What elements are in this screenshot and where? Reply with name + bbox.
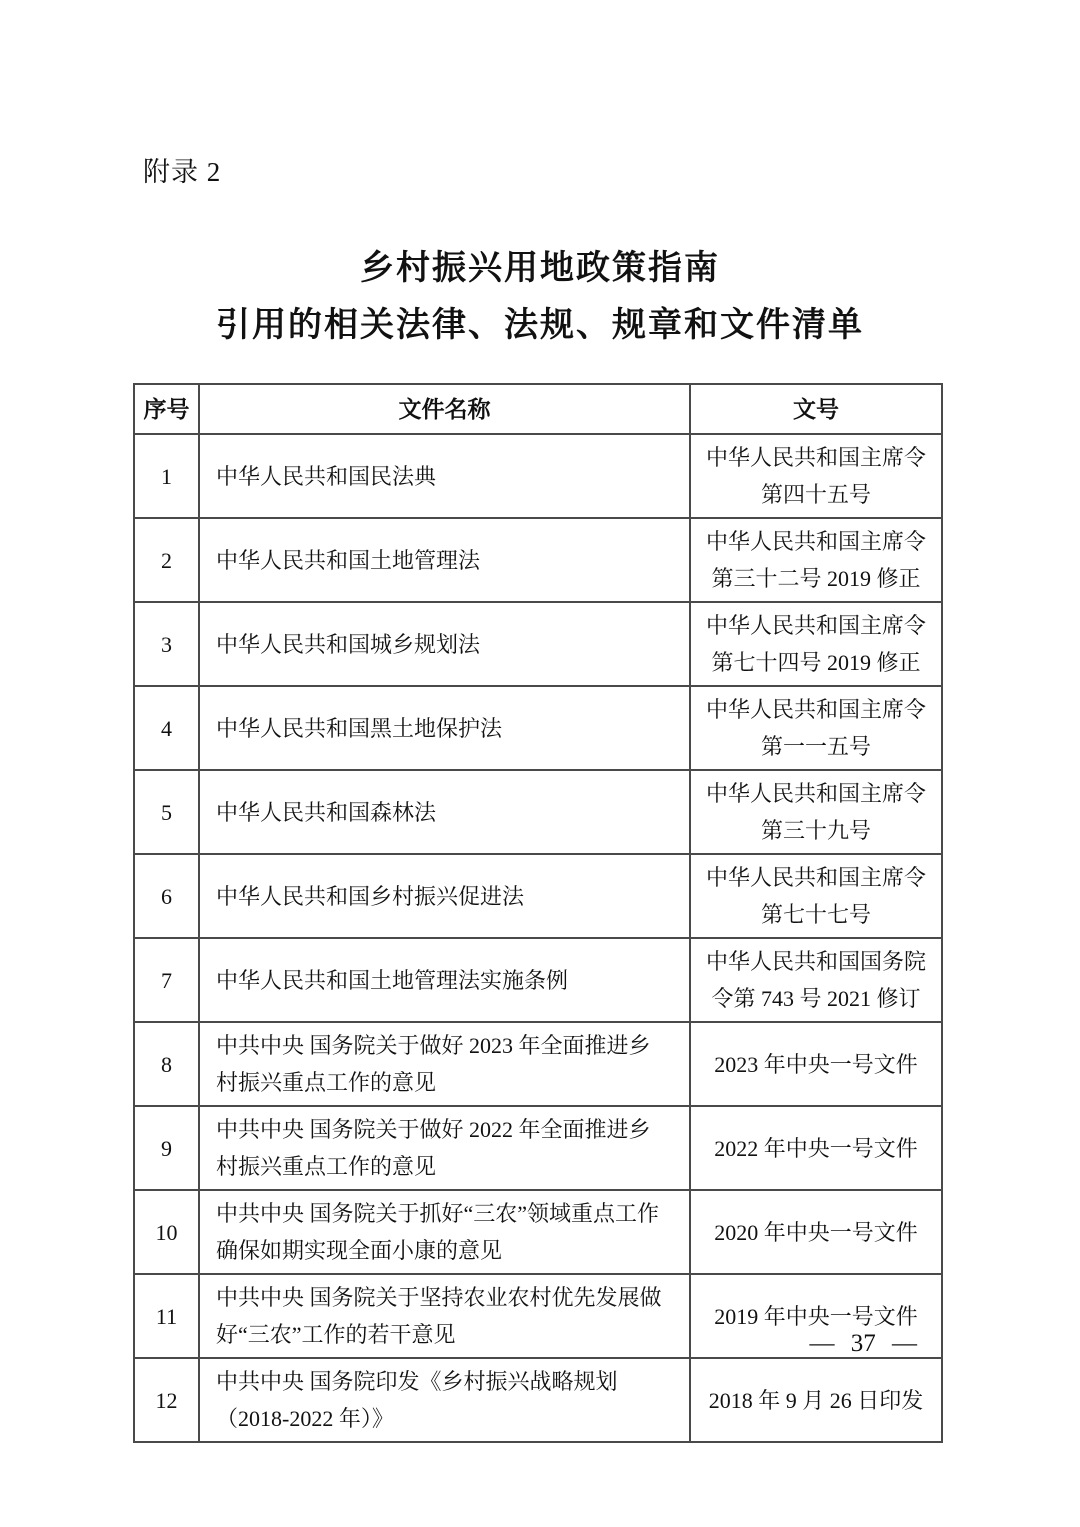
document-number-cell: 2022 年中央一号文件 (690, 1106, 942, 1190)
table-row (134, 938, 942, 1022)
document-number-cell: 中华人民共和国主席令第三十九号 (690, 770, 942, 854)
row-index-cell: 7 (134, 938, 199, 1022)
row-index-cell: 10 (134, 1190, 199, 1274)
document-name-cell: 中华人民共和国乡村振兴促进法 (199, 854, 690, 938)
table-row (134, 1106, 942, 1190)
page-number: — 37 — (809, 1330, 917, 1357)
document-number-cell: 2023 年中央一号文件 (690, 1022, 942, 1106)
column-header-document-number: 文号 (690, 384, 942, 434)
document-number-cell: 中华人民共和国主席令第七十七号 (690, 854, 942, 938)
table-row (134, 1358, 942, 1442)
table-body (134, 434, 942, 1442)
document-name-cell: 中共中央 国务院印发《乡村振兴战略规划（2018-2022 年）》 (199, 1358, 690, 1442)
column-header-document-name: 文件名称 (199, 384, 690, 434)
table-row (134, 1190, 942, 1274)
table-header-row (134, 384, 942, 434)
table-row (134, 602, 942, 686)
table-row (134, 770, 942, 854)
document-number-cell: 中华人民共和国国务院令第 743 号 2021 修订 (690, 938, 942, 1022)
row-index-cell: 11 (134, 1274, 199, 1358)
documents-table (133, 383, 943, 1443)
document-number-cell: 中华人民共和国主席令第四十五号 (690, 434, 942, 518)
appendix-label: 附录 2 (143, 157, 222, 187)
document-name-cell: 中华人民共和国土地管理法 (199, 518, 690, 602)
document-number-cell: 中华人民共和国主席令第七十四号 2019 修正 (690, 602, 942, 686)
document-number-cell: 2019 年中央一号文件 (690, 1274, 942, 1358)
document-name-cell: 中华人民共和国土地管理法实施条例 (199, 938, 690, 1022)
row-index-cell: 2 (134, 518, 199, 602)
row-index-cell: 6 (134, 854, 199, 938)
document-name-cell: 中华人民共和国城乡规划法 (199, 602, 690, 686)
document-title-line2: 引用的相关法律、法规、规章和文件清单 (216, 307, 864, 344)
table-row (134, 686, 942, 770)
document-number-cell: 中华人民共和国主席令第一一五号 (690, 686, 942, 770)
row-index-cell: 5 (134, 770, 199, 854)
table-row (134, 434, 942, 518)
table-header (134, 384, 942, 434)
document-number-cell: 2020 年中央一号文件 (690, 1190, 942, 1274)
row-index-cell: 1 (134, 434, 199, 518)
row-index-cell: 12 (134, 1358, 199, 1442)
table-row (134, 1022, 942, 1106)
document-number-cell: 2018 年 9 月 26 日印发 (690, 1358, 942, 1442)
document-name-cell: 中共中央 国务院关于抓好“三农”领域重点工作确保如期实现全面小康的意见 (199, 1190, 690, 1274)
document-name-cell: 中华人民共和国森林法 (199, 770, 690, 854)
row-index-cell: 3 (134, 602, 199, 686)
document-number-cell: 中华人民共和国主席令第三十二号 2019 修正 (690, 518, 942, 602)
document-name-cell: 中华人民共和国民法典 (199, 434, 690, 518)
row-index-cell: 8 (134, 1022, 199, 1106)
document-name-cell: 中共中央 国务院关于坚持农业农村优先发展做好“三农”工作的若干意见 (199, 1274, 690, 1358)
document-title (0, 240, 1080, 354)
document-name-cell: 中共中央 国务院关于做好 2023 年全面推进乡村振兴重点工作的意见 (199, 1022, 690, 1106)
document-title-line1: 乡村振兴用地政策指南 (360, 250, 720, 287)
row-index-cell: 9 (134, 1106, 199, 1190)
document-name-cell: 中华人民共和国黑土地保护法 (199, 686, 690, 770)
table-row (134, 518, 942, 602)
document-name-cell: 中共中央 国务院关于做好 2022 年全面推进乡村振兴重点工作的意见 (199, 1106, 690, 1190)
row-index-cell: 4 (134, 686, 199, 770)
column-header-index: 序号 (134, 384, 199, 434)
table-row (134, 854, 942, 938)
